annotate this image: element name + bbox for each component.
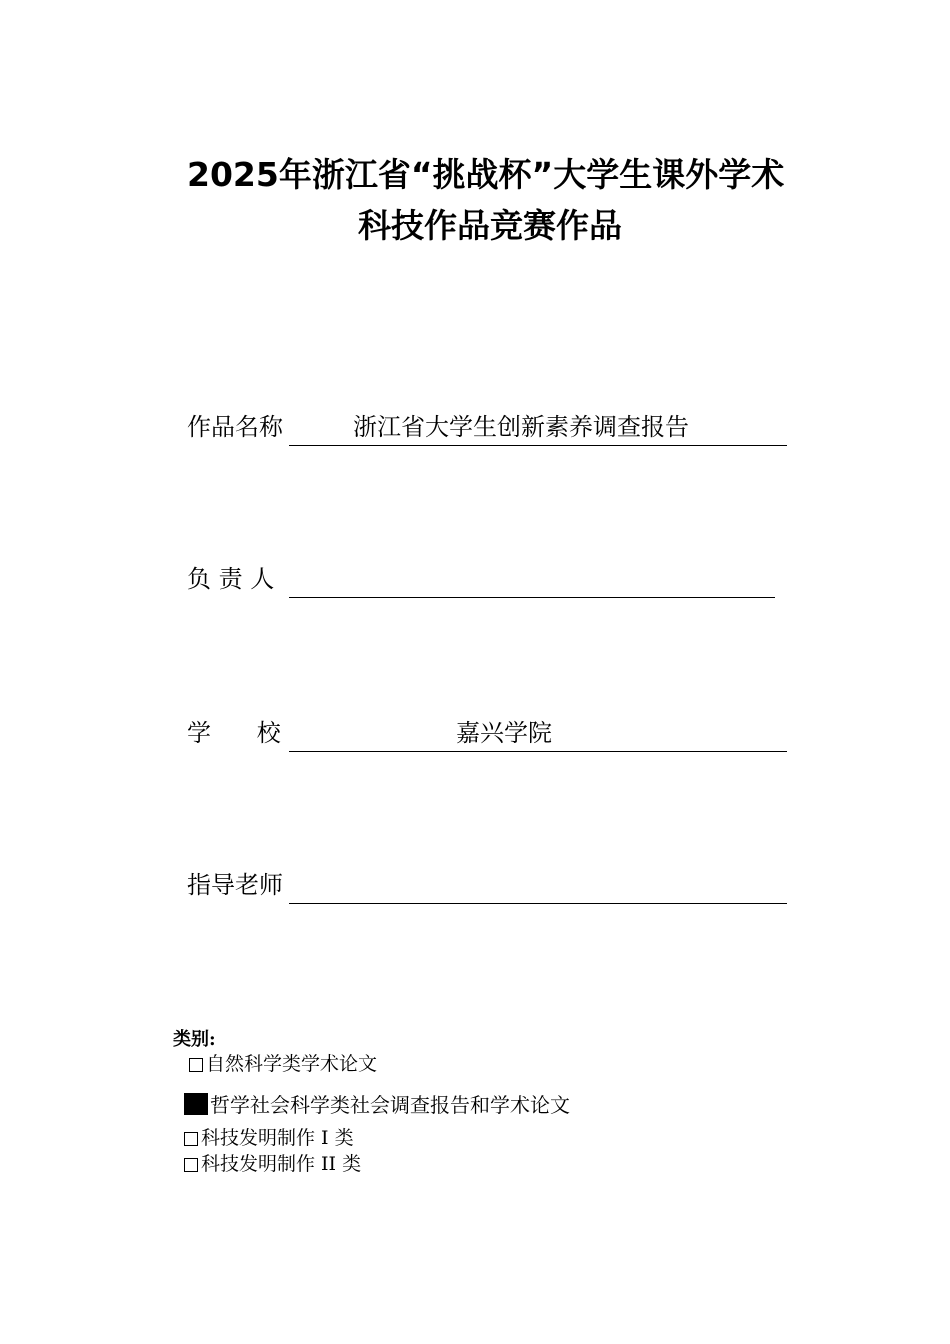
document-title-line-1: 2025年浙江省“挑战杯”大学生课外学术: [187, 155, 785, 194]
leader-underline: [289, 597, 775, 598]
checked-box-icon[interactable]: [184, 1093, 208, 1115]
category-option-label: 科技发明制作 I 类: [201, 1127, 354, 1149]
work-name-value: 浙江省大学生创新素养调查报告: [353, 413, 689, 441]
checkbox-icon[interactable]: [184, 1132, 198, 1146]
work-name-field: [187, 412, 787, 446]
advisor-field: [187, 870, 787, 904]
category-option-label: 自然科学类学术论文: [206, 1053, 378, 1075]
advisor-underline: [289, 903, 787, 904]
document-title-line-2: 科技作品竞赛作品: [358, 206, 622, 245]
category-option-invention-1[interactable]: [184, 1126, 354, 1150]
work-name-label: 作品名称: [187, 413, 283, 441]
category-option-social-science[interactable]: [184, 1093, 570, 1117]
advisor-label: 指导老师: [187, 871, 283, 899]
leader-label: 负 责 人: [187, 565, 275, 593]
category-option-label: 哲学社会科学类社会调查报告和学术论文: [210, 1093, 570, 1117]
school-value: 嘉兴学院: [456, 719, 552, 747]
school-underline: [289, 751, 787, 752]
category-option-label: 科技发明制作 II 类: [201, 1153, 362, 1175]
category-title: 类别:: [173, 1029, 216, 1050]
work-name-underline: [289, 445, 787, 446]
checkbox-icon[interactable]: [189, 1058, 203, 1072]
category-option-invention-2[interactable]: [184, 1152, 361, 1176]
category-option-natural-science[interactable]: [189, 1052, 377, 1076]
school-label: 学 校: [187, 719, 281, 747]
school-field: [187, 718, 787, 752]
checkbox-icon[interactable]: [184, 1158, 198, 1172]
leader-field: [187, 564, 777, 598]
